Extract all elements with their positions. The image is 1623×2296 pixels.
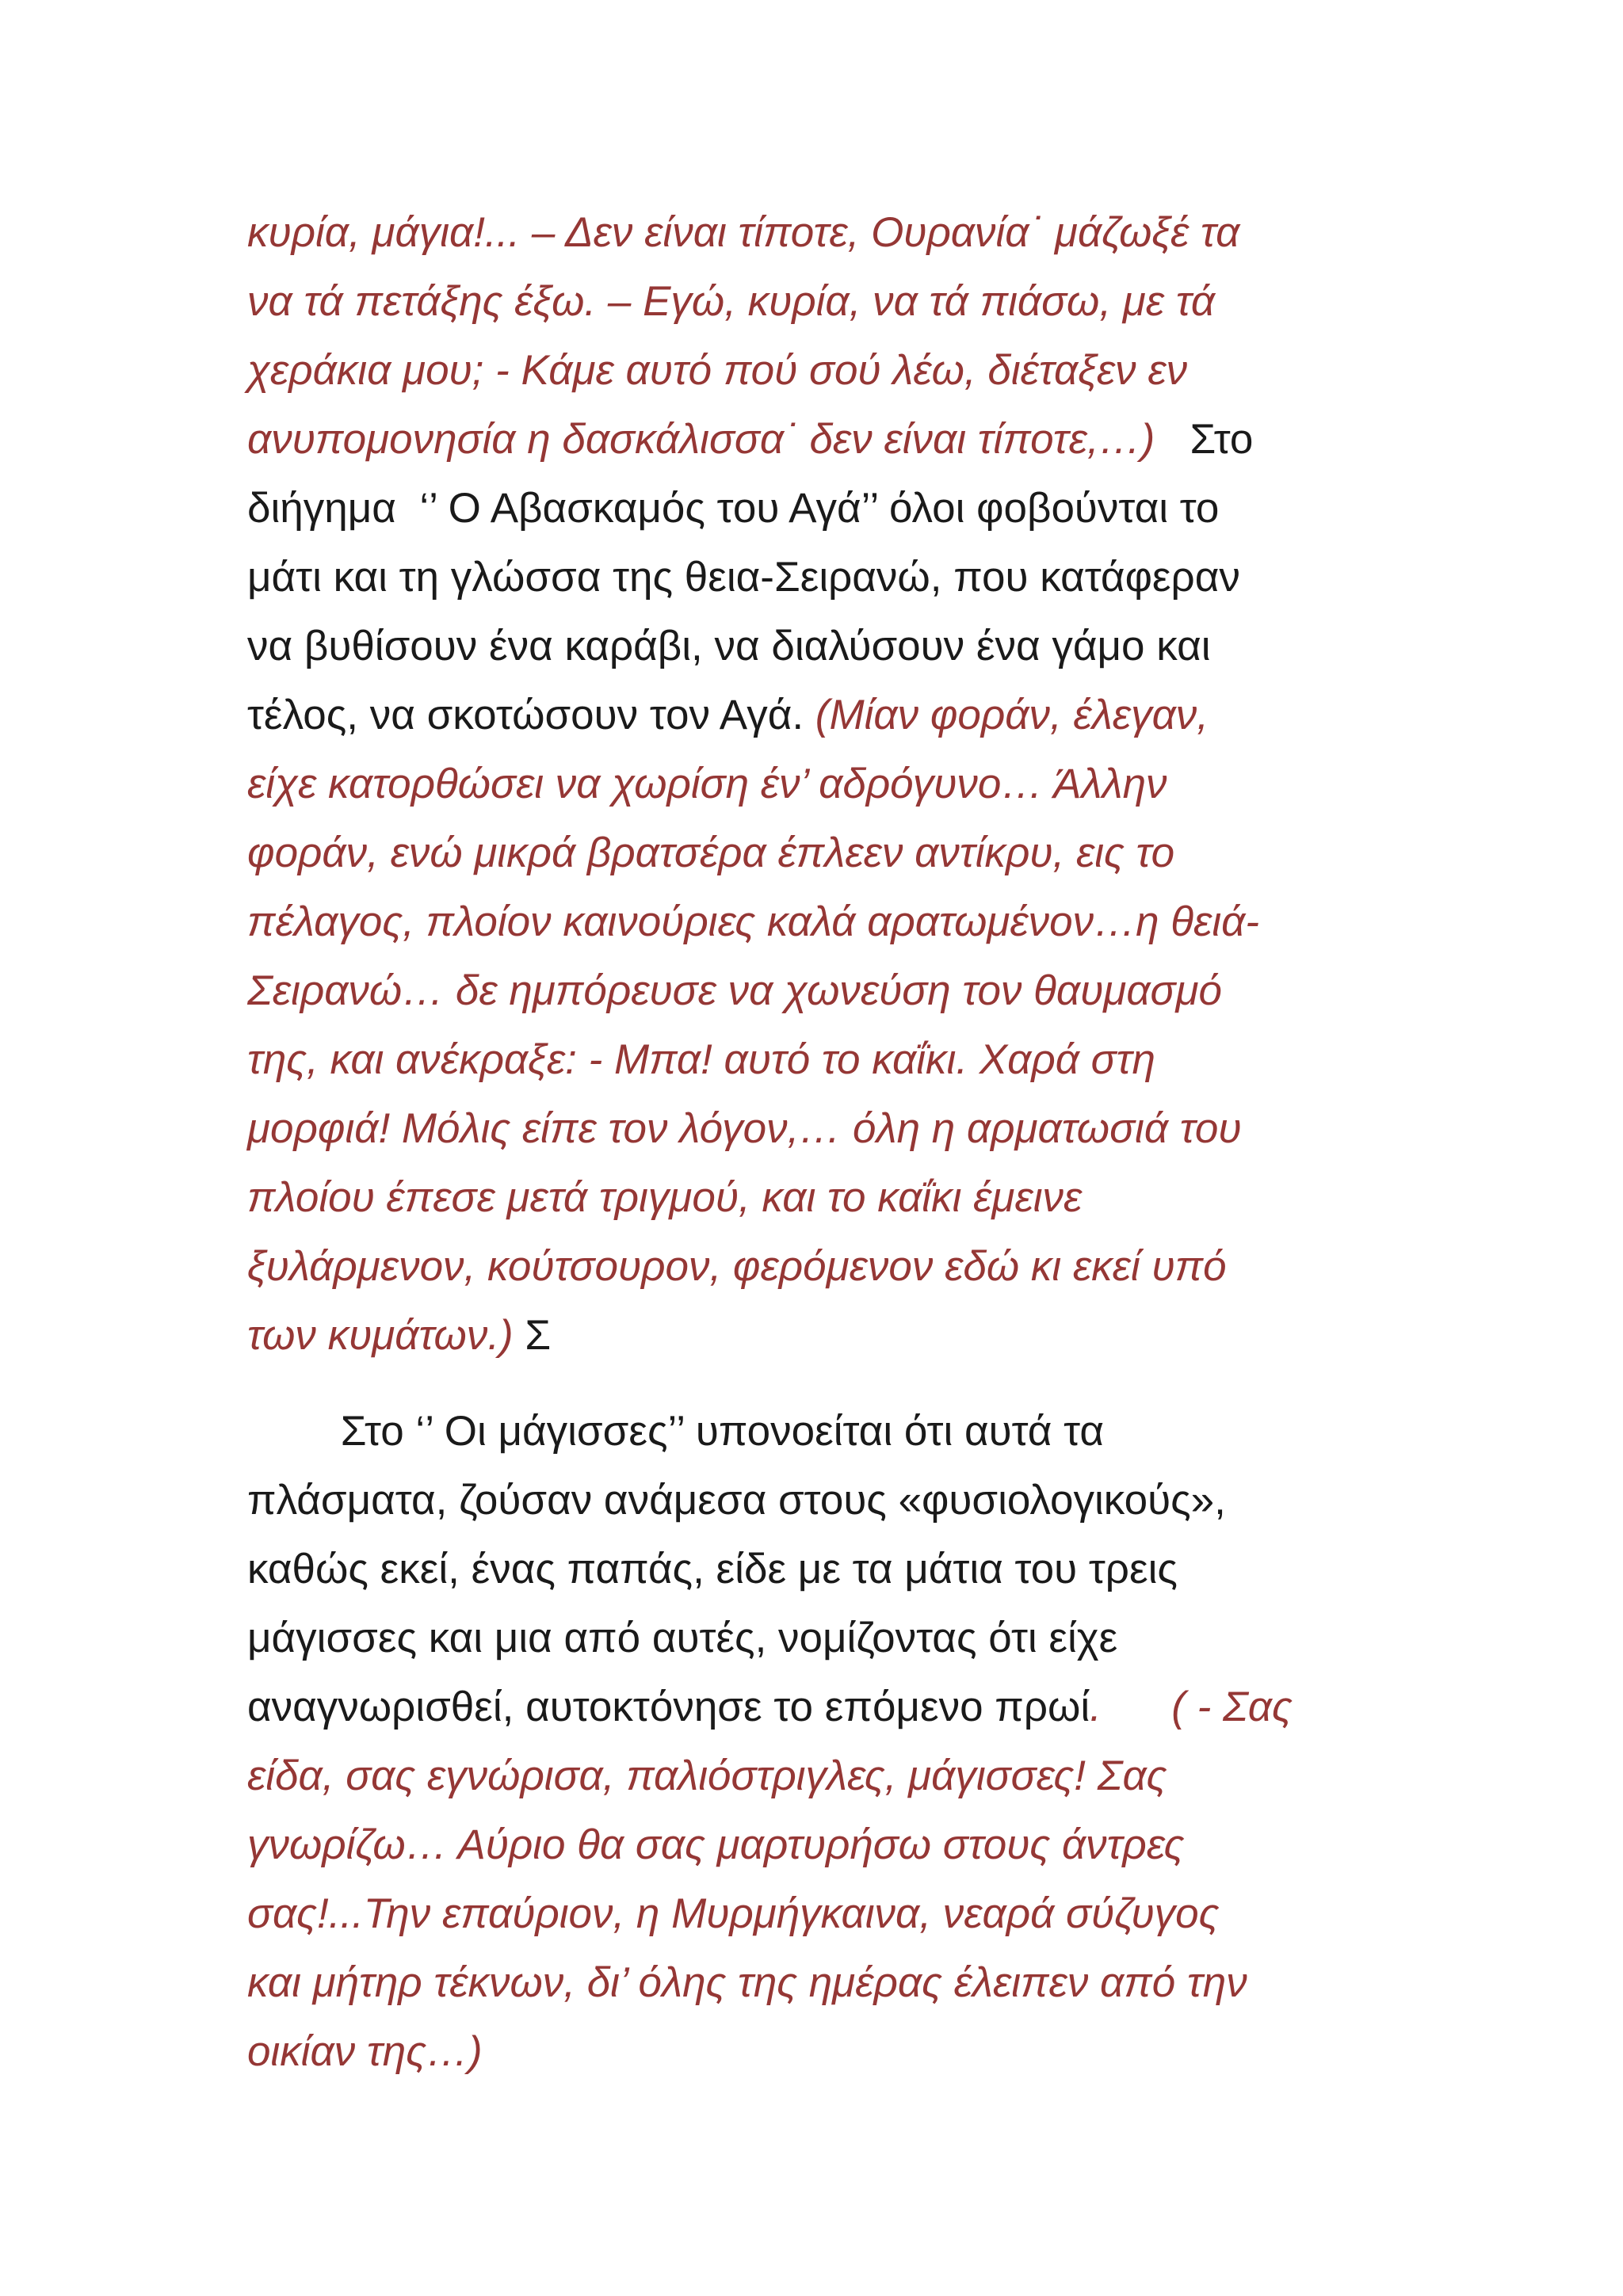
quoted-text: (Μίαν φοράν, έλεγαν, xyxy=(815,692,1209,738)
text-line xyxy=(247,1163,1381,1232)
text-line xyxy=(247,474,1381,543)
text-line xyxy=(247,267,1381,336)
text-line xyxy=(247,956,1381,1025)
body-text: μάγισσες και μια από αυτές, νομίζοντας ότι είχε xyxy=(247,1615,1118,1661)
body-text: Σ xyxy=(513,1312,552,1359)
body-text: Στο xyxy=(1155,416,1254,463)
body-text: διήγημα ‘’ Ο Αβασκαμός του Αγά’’ όλοι φοβούνται το xyxy=(247,485,1220,532)
paragraph-gap xyxy=(247,1370,1381,1397)
text-line xyxy=(247,818,1381,887)
quoted-text: ανυπομονησία η δασκάλισσα˙ δεν είναι τίποτε,…) xyxy=(247,416,1155,463)
text-line xyxy=(247,543,1381,612)
quoted-text: μορφιά! Μόλις είπε τον λόγον,… όλη η αρματωσιά του xyxy=(247,1105,1242,1152)
body-text: τέλος, να σκοτώσουν τον Αγά. xyxy=(247,692,815,738)
text-line xyxy=(247,1535,1381,1604)
quoted-text: . ( - Σας xyxy=(1090,1684,1293,1730)
text-line xyxy=(247,1301,1381,1370)
quoted-text: πέλαγος, πλοίον καινούριες καλά αρατωμένον…η θειά- xyxy=(247,898,1259,945)
text-line xyxy=(247,887,1381,956)
text-line xyxy=(247,1232,1381,1301)
quoted-text: οικίαν της…) xyxy=(247,2028,483,2075)
quoted-text: των κυμάτων.) xyxy=(247,1312,514,1359)
text-line xyxy=(247,198,1381,267)
text-line xyxy=(247,405,1381,474)
quoted-text: είδα, σας εγνώρισα, παλιόστριγλες, μάγισσες! Σας xyxy=(247,1753,1167,1799)
quoted-text: φοράν, ενώ μικρά βρατσέρα έπλεεν αντίκρυ, εις το xyxy=(247,830,1175,876)
quoted-text: ξυλάρμενον, κούτσουρον, φερόμενον εδώ κι εκεί υπό xyxy=(247,1243,1227,1290)
text-line xyxy=(247,681,1381,749)
text-line xyxy=(247,336,1381,405)
quoted-text: σας!...Την επαύριον, η Μυρμήγκαινα, νεαρά σύζυγος xyxy=(247,1890,1220,1937)
text-line xyxy=(247,1604,1381,1672)
quoted-text: κυρία, μάγια!... – Δεν είναι τίποτε, Ουρανία˙ μάζωξέ τα xyxy=(247,209,1240,256)
text-line xyxy=(247,2017,1381,2086)
text-line xyxy=(247,1948,1381,2017)
body-text: να βυθίσουν ένα καράβι, να διαλύσουν ένα γάμο και xyxy=(247,623,1211,669)
body-text: πλάσματα, ζούσαν ανάμεσα στους «φυσιολογικούς», xyxy=(247,1477,1226,1524)
paragraph-2 xyxy=(247,1397,1381,2086)
text-line xyxy=(247,1741,1381,1810)
quoted-text: Σειρανώ… δε ημπόρευσε να χωνεύση τον θαυμασμό xyxy=(247,967,1223,1014)
body-text: Στο ‘’ Οι μάγισσες’’ υπονοείται ότι αυτά τα xyxy=(247,1408,1104,1455)
text-line xyxy=(247,1025,1381,1094)
body-text: αναγνωρισθεί, αυτοκτόνησε το επόμενο πρωί xyxy=(247,1684,1090,1730)
text-line xyxy=(247,1466,1381,1535)
text-line xyxy=(247,1397,1381,1466)
body-text: καθώς εκεί, ένας παπάς, είδε με τα μάτια του τρεις xyxy=(247,1546,1178,1592)
quoted-text: να τά πετάξης έξω. – Εγώ, κυρία, να τά πιάσω, με τά xyxy=(247,278,1216,325)
body-text: μάτι και τη γλώσσα της θεια-Σειρανώ, που κατάφεραν xyxy=(247,554,1240,601)
document-page xyxy=(247,198,1381,2086)
text-line xyxy=(247,1672,1381,1741)
text-line xyxy=(247,749,1381,818)
text-line xyxy=(247,1879,1381,1948)
text-line xyxy=(247,1094,1381,1163)
quoted-text: πλοίου έπεσε μετά τριγμού, και το καΐκι έμεινε xyxy=(247,1174,1083,1221)
quoted-text: γνωρίζω… Αύριο θα σας μαρτυρήσω στους άντρες xyxy=(247,1821,1185,1868)
quoted-text: της, και ανέκραξε: - Μπα! αυτό το καΐκι. Χαρά στη xyxy=(247,1036,1155,1083)
text-line xyxy=(247,612,1381,681)
quoted-text: είχε κατορθώσει να χωρίση έν’ αδρόγυνο… Άλλην xyxy=(247,761,1167,807)
quoted-text: και μήτηρ τέκνων, δι’ όλης της ημέρας έλειπεν από την xyxy=(247,1959,1247,2006)
text-line xyxy=(247,1810,1381,1879)
quoted-text: χεράκια μου; - Κάμε αυτό πού σού λέω, διέταξεν εν xyxy=(247,347,1188,394)
paragraph-1 xyxy=(247,198,1381,1370)
